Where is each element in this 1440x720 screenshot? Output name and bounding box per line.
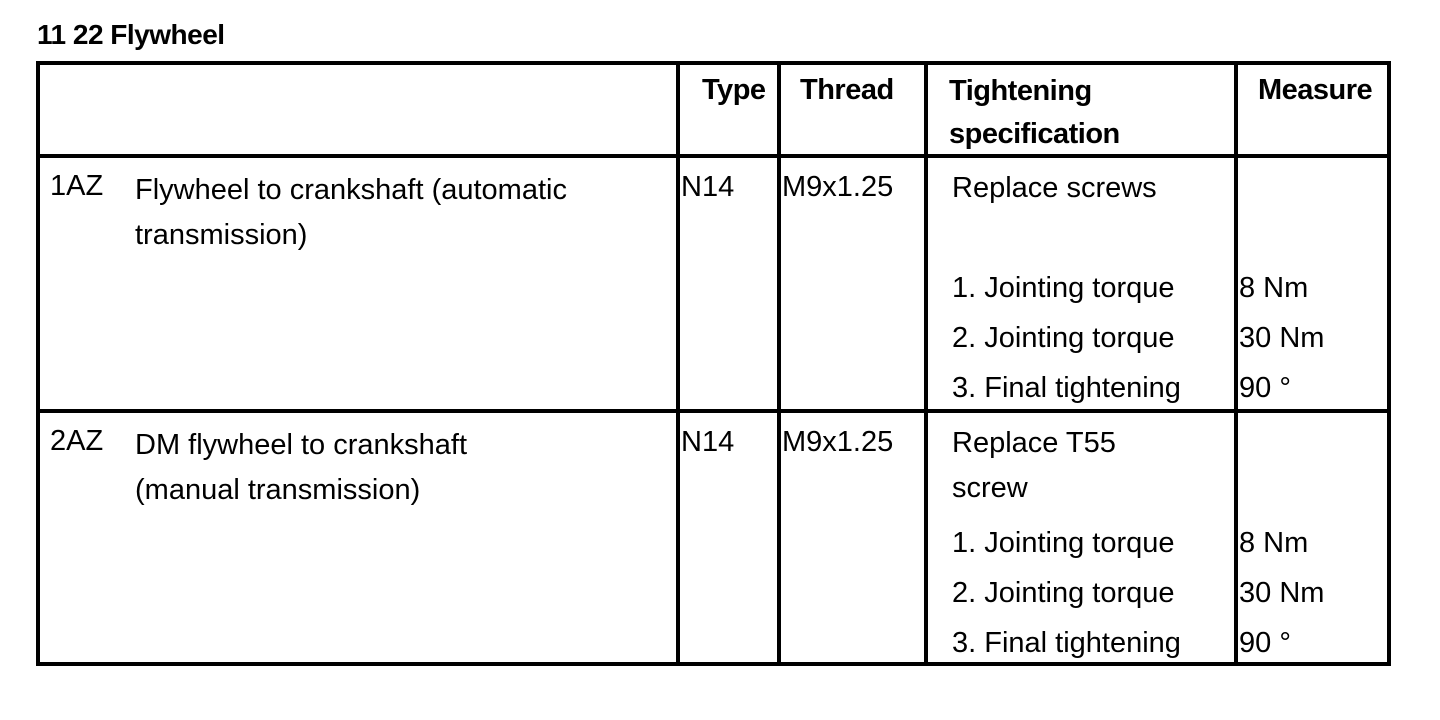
row-type: N14: [681, 426, 735, 458]
row-thread: M9x1.25: [782, 171, 894, 203]
header-thread: Thread: [800, 74, 894, 106]
row-code: 1AZ: [50, 170, 104, 202]
step-measure: 30 Nm: [1239, 577, 1325, 609]
step-measure: 8 Nm: [1239, 527, 1309, 559]
header-tightening-line2: specification: [949, 118, 1120, 150]
row-code: 2AZ: [50, 425, 104, 457]
torque-table: [36, 61, 1391, 666]
step-label: 2. Jointing torque: [952, 322, 1175, 354]
step-measure: 30 Nm: [1239, 322, 1325, 354]
spec-note-line1: Replace screws: [952, 172, 1157, 204]
row-divider: [40, 409, 1387, 413]
step-measure: 90 °: [1239, 372, 1291, 404]
step-label: 3. Final tightening: [952, 372, 1181, 404]
spec-note-line1: Replace T55: [952, 427, 1116, 459]
row-type: N14: [681, 171, 735, 203]
step-measure: 8 Nm: [1239, 272, 1309, 304]
header-tightening-line1: Tightening: [949, 75, 1092, 107]
step-label: 1. Jointing torque: [952, 272, 1175, 304]
row-description-line1: DM flywheel to crankshaft: [135, 429, 468, 461]
row-description-line2: transmission): [135, 219, 308, 251]
header-divider: [40, 154, 1387, 158]
step-label: 1. Jointing torque: [952, 527, 1175, 559]
header-measure: Measure: [1258, 74, 1373, 106]
step-label: 2. Jointing torque: [952, 577, 1175, 609]
row-description-line1: Flywheel to crankshaft (automatic: [135, 174, 567, 206]
step-measure: 90 °: [1239, 627, 1291, 659]
page-title: 11 22 Flywheel: [37, 19, 225, 50]
step-label: 3. Final tightening: [952, 627, 1181, 659]
spec-note-line2: screw: [952, 472, 1028, 504]
header-type: Type: [702, 74, 766, 106]
row-thread: M9x1.25: [782, 426, 894, 458]
row-description-line2: (manual transmission): [135, 474, 421, 506]
